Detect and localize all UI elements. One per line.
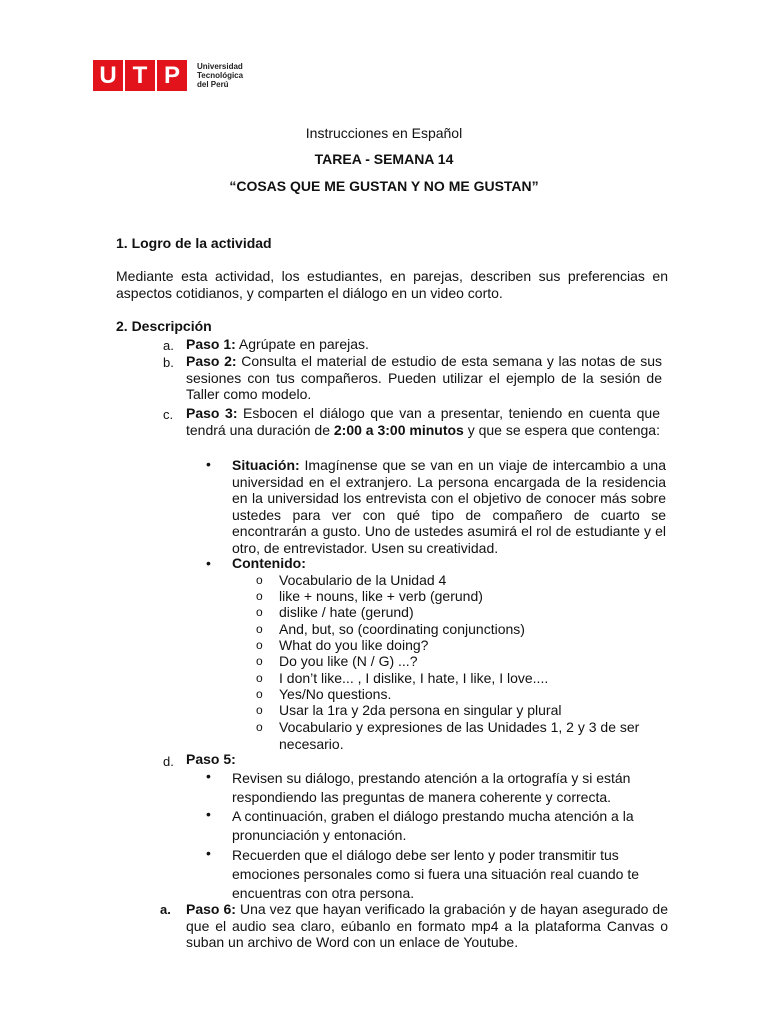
step-3-duration: 2:00 a 3:00 minutos — [333, 421, 464, 438]
contenido-item: Yes/No questions. — [279, 686, 392, 702]
step-1 — [186, 336, 668, 353]
circle-bullet: o — [256, 687, 263, 701]
contenido-item: I don’t like... , I dislike, I hate, I like, I love.... — [279, 670, 549, 686]
contenido-item: Do you like (N / G) ...? — [279, 653, 418, 669]
section-1-body: Mediante esta actividad, los estudiantes, en parejas, describen sus preferencias en aspectos cotidianos, y comparten el diálogo en un video corto. — [116, 268, 668, 301]
step-3-text-2: y que se espera que contenga: — [463, 421, 660, 438]
logo-line-1: Universidad — [197, 62, 243, 71]
step-3 — [186, 405, 660, 438]
section-2-heading: 2. Descripción — [116, 318, 212, 334]
step-5-label: Paso 5: — [186, 751, 236, 767]
paso5-bullet-1: Revisen su diálogo, prestando atención a la ortografía y si están respondiendo las preguntas de manera coherente y correcta. — [232, 770, 631, 805]
situacion-item — [232, 457, 666, 556]
contenido-item: dislike / hate (gerund) — [279, 604, 414, 620]
bullet-contenido: • — [206, 555, 211, 571]
list-marker-b: b. — [163, 355, 174, 370]
logo-letter-t: T — [125, 60, 155, 91]
circle-bullet: o — [256, 720, 263, 734]
circle-bullet: o — [256, 589, 263, 603]
circle-bullet: o — [256, 671, 263, 685]
circle-bullet: o — [256, 605, 263, 619]
list-marker-d: d. — [163, 754, 174, 769]
assignment-subtitle: “COSAS QUE ME GUSTAN Y NO ME GUSTAN” — [229, 178, 539, 194]
step-1-label: Paso 1: — [186, 336, 236, 352]
section-1-heading: 1. Logro de la actividad — [116, 235, 272, 251]
situacion-label: Situación: — [232, 457, 300, 473]
contenido-item: like + nouns, like + verb (gerund) — [279, 588, 483, 604]
contenido-item: Vocabulario y expresiones de las Unidades 1, 2 y 3 de ser necesario. — [279, 719, 640, 752]
list-marker-c: c. — [163, 407, 174, 422]
circle-bullet: o — [256, 638, 263, 652]
assignment-title: TAREA - SEMANA 14 — [314, 151, 454, 167]
step-6-text: Una vez que hayan verificado la grabación y de hayan asegurado de que el audio sea claro, eúbanlo en formato mp4 a la plataforma Canvas o suban un archivo de Word con un enlace de Youtube. — [186, 901, 668, 950]
step-3-label: Paso 3: — [186, 405, 238, 421]
bullet-paso5-1: • — [206, 768, 211, 784]
contenido-item: And, but, so (coordinating conjunctions) — [279, 621, 525, 637]
situacion-text: Imagínense que se van en un viaje de intercambio a una universidad en el extranjero. La persona encargada de la residencia en la universidad los entrevista con el objetivo de conocer más sobre ustedes para ver con qué tipo de compañero de cuarto se encontrarán a gusto. Uno de ustedes asumirá el rol de estudiante y el otro, de entrevistador. Usen su creatividad. — [232, 457, 666, 556]
list-marker-a: a. — [163, 338, 174, 353]
step-6 — [186, 901, 668, 951]
bullet-situacion: • — [206, 456, 211, 472]
logo-line-3: del Perú — [197, 80, 229, 89]
step-2-text: Consulta el material de estudio de esta semana y las notas de sus sesiones con tus compañeros. Pueden utilizar el ejemplo de la sesión de Taller como modelo. — [186, 353, 662, 402]
logo-wordmark — [197, 62, 243, 89]
step-3-text-1: Esbocen el diálogo que van a presentar, teniendo en cuenta que tendrá una duración de — [186, 405, 660, 438]
list-marker-paso6: a. — [160, 902, 171, 917]
bullet-paso5-3: • — [206, 845, 211, 861]
circle-bullet: o — [256, 622, 263, 636]
step-2 — [186, 353, 662, 403]
contenido-item: What do you like doing? — [279, 637, 429, 653]
bullet-paso5-2: • — [206, 806, 211, 822]
step-1-text: Agrúpate en parejas. — [235, 336, 369, 352]
logo-letter-u: U — [93, 60, 123, 91]
paso5-bullet-2: A continuación, graben el diálogo prestando mucha atención a la pronunciación y entonación. — [232, 808, 634, 843]
step-2-label: Paso 2: — [186, 353, 237, 369]
contenido-item: Usar la 1ra y 2da persona en singular y plural — [279, 702, 562, 718]
circle-bullet: o — [256, 654, 263, 668]
logo-mark — [93, 60, 189, 91]
step-6-label: Paso 6: — [186, 901, 236, 917]
contenido-label: Contenido: — [232, 555, 306, 571]
contenido-item: Vocabulario de la Unidad 4 — [279, 572, 447, 588]
logo-letter-p: P — [157, 60, 187, 91]
circle-bullet: o — [256, 573, 263, 587]
utp-logo — [93, 60, 243, 91]
instructions-language: Instrucciones en Español — [305, 125, 463, 141]
circle-bullet: o — [256, 703, 263, 717]
logo-line-2: Tecnológica — [197, 71, 244, 80]
paso5-bullet-3: Recuerden que el diálogo debe ser lento y poder transmitir tus emociones personales como si fuera una situación real cuando te encuentras con otra persona. — [232, 847, 640, 901]
